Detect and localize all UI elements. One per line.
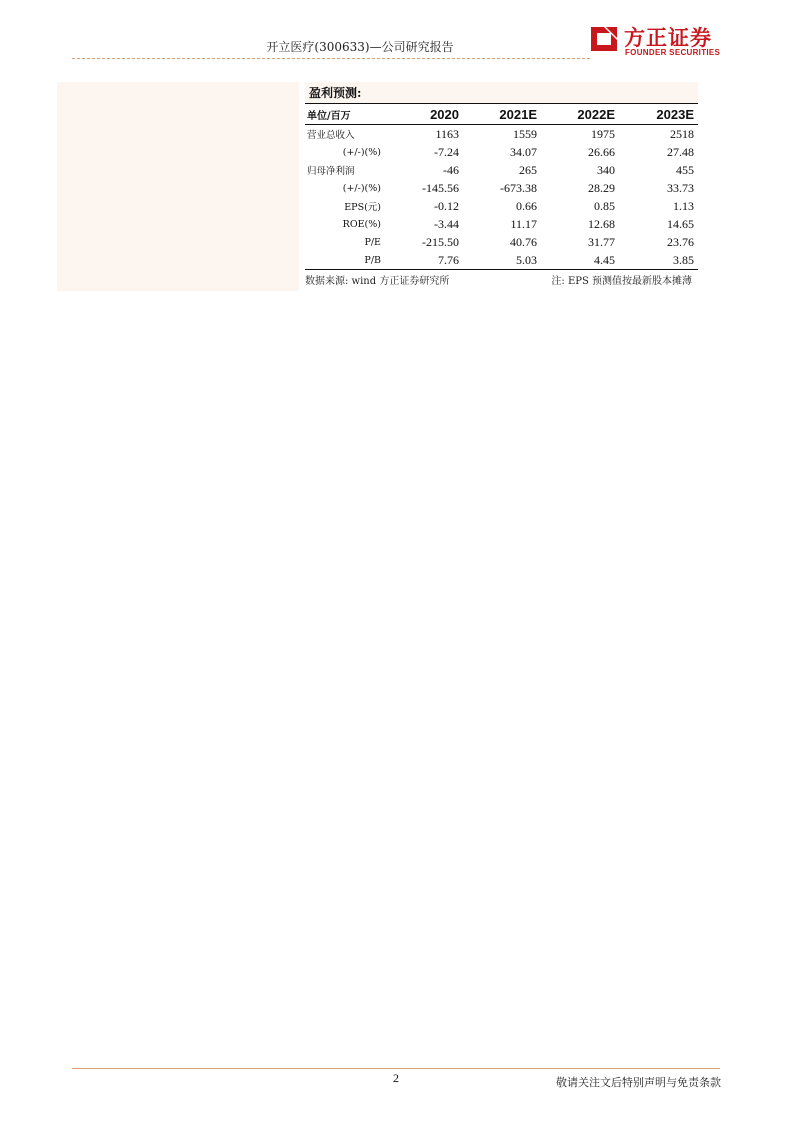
table-cell: 0.85: [594, 198, 615, 213]
table-cell: -145.56: [422, 180, 459, 195]
data-source: 数据来源: wind 方正证券研究所: [305, 276, 450, 287]
table-cell: 1.13: [673, 198, 694, 213]
table-cell: 340: [597, 162, 615, 177]
row-label: P/E: [364, 236, 381, 248]
table-row: [305, 251, 698, 270]
table-cell: -215.50: [422, 234, 459, 249]
unit-label: 单位/百万: [305, 104, 385, 125]
eps-note: 注: EPS 预测值按最新股本摊薄: [551, 276, 692, 287]
table-cell: -673.38: [500, 180, 537, 195]
table-cell: 23.76: [667, 234, 694, 249]
table-source-note: [305, 272, 698, 288]
row-label: (+/-)(%): [342, 182, 381, 194]
company-logo: [588, 20, 721, 62]
table-row: [305, 125, 698, 144]
table-cell: 5.03: [463, 251, 541, 270]
row-label: 营业总收入: [307, 130, 355, 141]
year-header: 2022E: [541, 104, 619, 125]
row-label: EPS(元): [344, 202, 381, 213]
table-cell: -7.24: [434, 144, 459, 159]
table-cell: -0.12: [434, 198, 459, 213]
table-cell: 11.17: [510, 216, 537, 231]
row-label: P/B: [305, 251, 385, 270]
table-row: [305, 161, 698, 179]
table-cell: 31.77: [588, 234, 615, 249]
row-label: (+/-)(%): [342, 146, 381, 158]
table-cell: 12.68: [588, 216, 615, 231]
sidebar-panel: [57, 82, 299, 291]
forecast-table: [305, 104, 698, 270]
table-cell: 2518: [670, 126, 694, 141]
header-divider: [72, 58, 590, 59]
table-cell: 1163: [435, 126, 459, 141]
table-cell: 33.73: [667, 180, 694, 195]
row-label: ROE(%): [342, 218, 381, 230]
table-cell: 455: [676, 162, 694, 177]
table-cell: 4.45: [541, 251, 619, 270]
table-row: [305, 215, 698, 233]
row-label: 归母净利润: [307, 166, 355, 177]
table-cell: 14.65: [667, 216, 694, 231]
table-row: [305, 233, 698, 251]
table-cell: -46: [443, 162, 459, 177]
table-cell: 7.76: [385, 251, 463, 270]
table-row: [305, 197, 698, 215]
logo-text-en: FOUNDER SECURITIES: [625, 48, 721, 57]
table-cell: 3.85: [619, 251, 698, 270]
table-cell: 27.48: [667, 144, 694, 159]
table-cell: 28.29: [588, 180, 615, 195]
table-cell: 40.76: [510, 234, 537, 249]
forecast-title: 盈利预测:: [305, 82, 698, 104]
table-cell: 1559: [513, 126, 537, 141]
footer-divider: [72, 1068, 720, 1069]
table-header-row: [305, 104, 698, 125]
table-cell: 265: [519, 162, 537, 177]
table-cell: 26.66: [588, 144, 615, 159]
year-header: 2021E: [463, 104, 541, 125]
disclaimer-text: 敬请关注文后特别声明与免责条款: [556, 1076, 721, 1089]
page-number: 2: [393, 1071, 399, 1085]
year-header: 2020: [385, 104, 463, 125]
table-cell: -3.44: [434, 216, 459, 231]
founder-logo-icon: [588, 24, 620, 54]
logo-text-cn: 方正证券: [624, 26, 712, 50]
table-row: [305, 143, 698, 161]
table-cell: 1975: [591, 126, 615, 141]
table-row: [305, 179, 698, 197]
earnings-forecast-section: [305, 82, 698, 288]
table-cell: 0.66: [516, 198, 537, 213]
header-title: 开立医疗(300633)—公司研究报告: [266, 40, 454, 54]
table-cell: 34.07: [510, 144, 537, 159]
year-header: 2023E: [619, 104, 698, 125]
